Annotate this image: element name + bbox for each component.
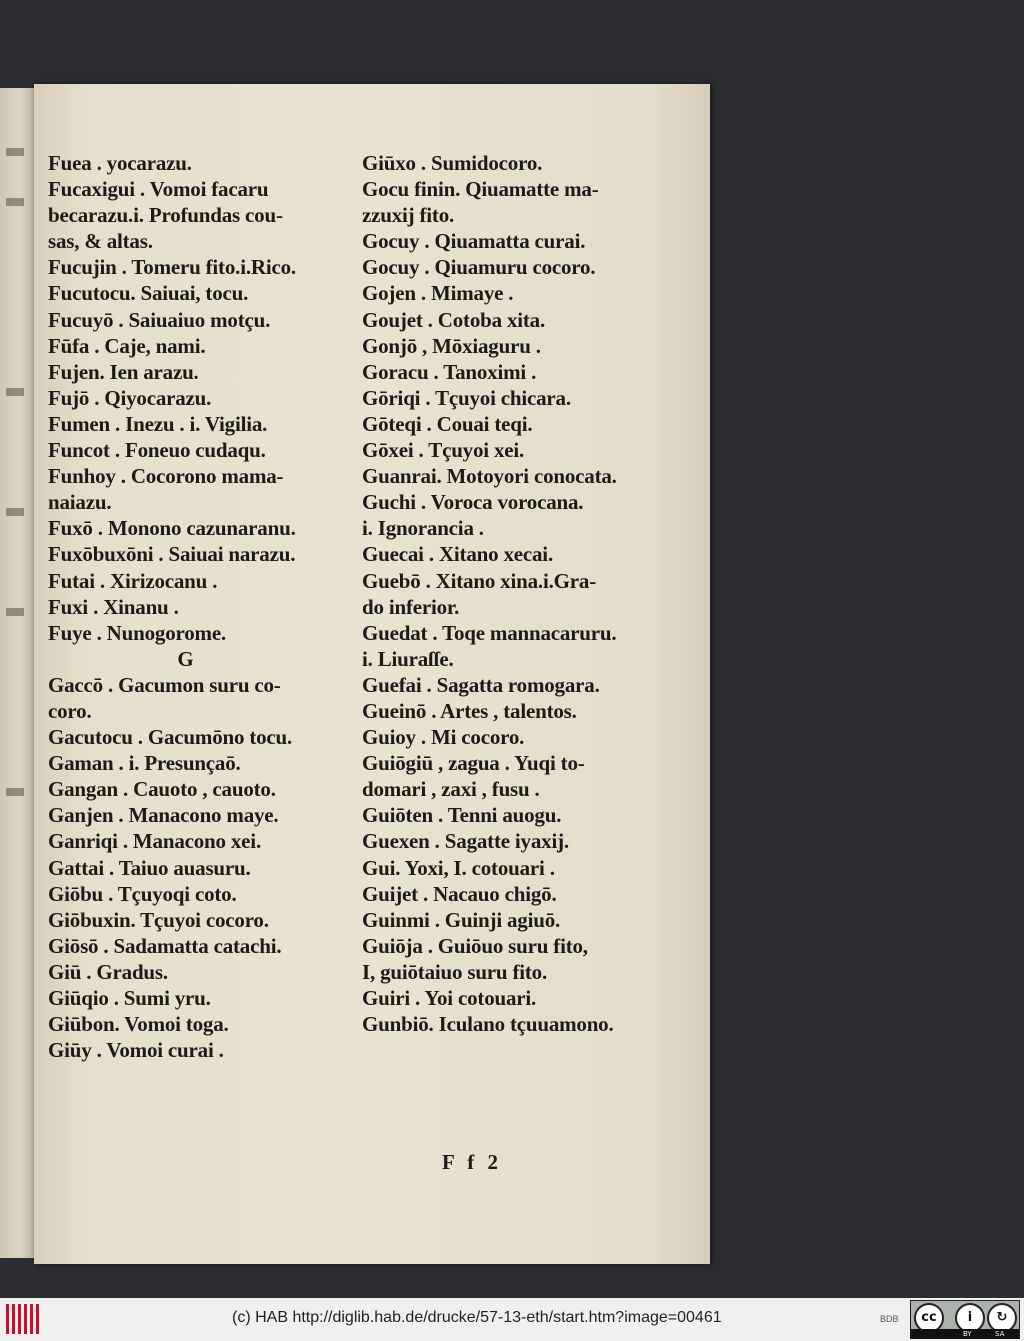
- dictionary-line: Fūfa . Caje, nami.: [48, 333, 206, 358]
- dictionary-line: Guecai . Xitano xecai.: [362, 542, 553, 567]
- dictionary-line: Fucaxigui . Vomoi facaru: [48, 177, 269, 202]
- license-by-label: BY: [963, 1330, 972, 1338]
- dictionary-line: naiazu.: [48, 490, 112, 515]
- dictionary-line: Fuxi . Xinanu .: [48, 594, 179, 619]
- dictionary-line: Gueinō . Artes , talentos.: [362, 698, 577, 723]
- dictionary-line: Guiōgiū , zagua . Yuqi to-: [362, 751, 585, 776]
- dictionary-line: Guedat . Toqe mannacaruru.: [362, 620, 617, 645]
- dictionary-line: Gattai . Taiuo auasuru.: [48, 855, 251, 880]
- dictionary-line: Giūbon. Vomoi toga.: [48, 1012, 229, 1037]
- dictionary-line: Gunbiō. Iculano tçuuamono.: [362, 1012, 614, 1037]
- dictionary-line: Giūqio . Sumi yru.: [48, 986, 211, 1010]
- dictionary-line: Goujet . Cotoba xita.: [362, 307, 546, 332]
- dictionary-line: Funhoy . Cocorono mama-: [48, 464, 284, 489]
- copyright-credit[interactable]: (c) HAB http://diglib.hab.de/drucke/57-13-eth/start.htm?image=00461: [232, 1309, 722, 1326]
- dictionary-line: becarazu.i. Profundas cou-: [48, 203, 283, 228]
- dictionary-line: Guiōten . Tenni auogu.: [362, 803, 562, 828]
- cc-license-labels: [911, 1329, 1019, 1339]
- right-column: [362, 150, 692, 1037]
- dictionary-line: Gaman . i. Presunçaō.: [48, 751, 241, 776]
- dictionary-line: Giōbuxin. Tçuyoi cocoro.: [48, 907, 269, 932]
- dictionary-line: Gaccō . Gacumon suru co-: [48, 672, 281, 697]
- previous-page-edge: [0, 88, 34, 1258]
- edge-mark: [6, 788, 24, 796]
- hab-logo-icon: [6, 1304, 40, 1334]
- dictionary-line: Gocuy . Qiuamuru cocoro.: [362, 255, 596, 280]
- dictionary-line: Gui. Yoxi, I. cotouari .: [362, 855, 555, 880]
- dictionary-line: Guiōja . Guiōuo suru fito,: [362, 933, 588, 958]
- dictionary-line: Giūy . Vomoi curai .: [48, 1038, 224, 1063]
- dictionary-line: Fuxōbuxōni . Saiuai narazu.: [48, 542, 296, 567]
- dictionary-line: Guchi . Voroca vorocana.: [362, 490, 584, 515]
- dictionary-line: Gocuy . Qiuamatta curai.: [362, 229, 586, 254]
- dictionary-line: Guebō . Xitano xina.i.Gra-: [362, 568, 596, 593]
- dictionary-line: Ganriqi . Manacono xei.: [48, 829, 261, 854]
- dictionary-line: Funcot . Foneuo cudaqu.: [48, 438, 266, 463]
- dictionary-line: Goracu . Tanoximi .: [362, 359, 537, 384]
- dictionary-line: Giū . Gradus.: [48, 959, 168, 984]
- dictionary-line: sas, & altas.: [48, 229, 153, 254]
- section-letter: G: [177, 646, 194, 671]
- dictionary-line: domari , zaxi , fusu .: [362, 777, 540, 802]
- dictionary-line: Giōbu . Tçuyoqi coto.: [48, 881, 237, 906]
- dictionary-line: do inferior.: [362, 594, 460, 619]
- book-page: [34, 84, 710, 1264]
- dictionary-line: zzuxij fito.: [362, 203, 455, 228]
- dictionary-line: Guexen . Sagatte iyaxij.: [362, 829, 569, 854]
- left-column: [48, 150, 363, 1063]
- dictionary-line: Gōxei . Tçuyoi xei.: [362, 438, 525, 463]
- dictionary-line: i. Ignorancia .: [362, 516, 484, 541]
- cc-icon: cc: [914, 1303, 944, 1333]
- dictionary-line: Fucutocu. Saiuai, tocu.: [48, 281, 249, 306]
- edge-mark: [6, 198, 24, 206]
- dictionary-line: Ganjen . Manacono maye.: [48, 803, 279, 828]
- dictionary-line: Giōsō . Sadamatta catachi.: [48, 933, 282, 958]
- dictionary-line: Gocu finin. Qiuamatte ma-: [362, 177, 599, 202]
- dictionary-line: i. Liuraſſe.: [362, 646, 454, 671]
- dictionary-line: Fucujin . Tomeru fito.i.Rico.: [48, 255, 296, 280]
- dictionary-line: Gōriqi . Tçuyoi chicara.: [362, 385, 571, 410]
- dictionary-line: Giūxo . Sumidocoro.: [362, 151, 543, 175]
- dictionary-line: Fuea . yocarazu.: [48, 151, 192, 175]
- dictionary-line: Fumen . Inezu . i. Vigilia.: [48, 411, 268, 436]
- dictionary-line: Fuxō . Monono cazunaranu.: [48, 516, 296, 541]
- dictionary-line: Fujen. Ien arazu.: [48, 359, 199, 384]
- dictionary-line: Fujō . Qiyocarazu.: [48, 385, 212, 410]
- dictionary-line: I, guiōtaiuo suru fito.: [362, 959, 548, 984]
- by-person-icon: i: [955, 1303, 985, 1333]
- sa-share-alike-icon: ↻: [987, 1303, 1017, 1333]
- dictionary-line: Guinmi . Guinji agiuō.: [362, 907, 561, 932]
- dictionary-line: coro.: [48, 698, 92, 723]
- dictionary-line: Guefai . Sagatta romogara.: [362, 672, 600, 697]
- dictionary-line: Gacutocu . Gacumōno tocu.: [48, 725, 293, 750]
- viewer-footer: [0, 1298, 1024, 1341]
- edge-mark: [6, 148, 24, 156]
- dictionary-line: Guiri . Yoi cotouari.: [362, 986, 537, 1010]
- dictionary-line: Guijet . Nacauo chigō.: [362, 881, 557, 906]
- cc-license-badge[interactable]: [910, 1300, 1020, 1339]
- dictionary-line: Guioy . Mi cocoro.: [362, 725, 525, 750]
- footer-small-mark: BDB: [880, 1314, 899, 1324]
- dictionary-line: Fucuyō . Saiuaiuo motçu.: [48, 307, 271, 332]
- license-sa-label: SA: [995, 1330, 1005, 1338]
- dictionary-line: Gōteqi . Couai teqi.: [362, 411, 533, 436]
- edge-mark: [6, 508, 24, 516]
- dictionary-line: Fuye . Nunogorome.: [48, 620, 227, 645]
- dictionary-line: Futai . Xirizocanu .: [48, 568, 218, 593]
- page-folio: F f 2: [442, 1150, 503, 1174]
- dictionary-line: Gangan . Cauoto , cauoto.: [48, 777, 276, 802]
- edge-mark: [6, 608, 24, 616]
- dictionary-line: Gojen . Mimaye .: [362, 281, 514, 306]
- edge-mark: [6, 388, 24, 396]
- dictionary-line: Gonjō , Mōxiaguru .: [362, 333, 541, 358]
- dictionary-line: Guanrai. Motoyori conocata.: [362, 464, 617, 489]
